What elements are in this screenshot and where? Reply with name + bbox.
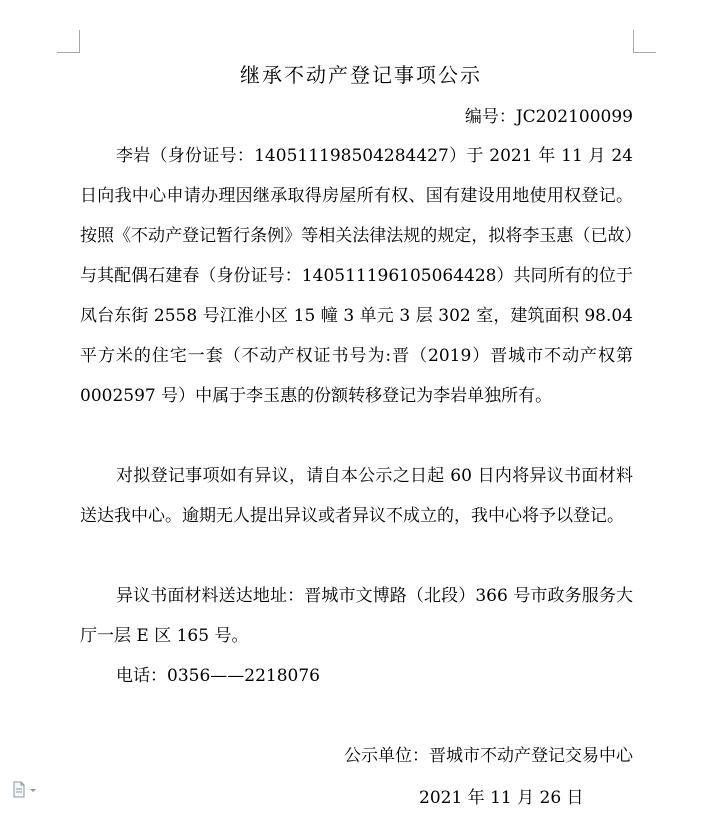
clipboard-doc-icon[interactable] [12, 781, 38, 799]
document-number: 编号：JC202100099 [464, 107, 633, 127]
paragraph-address: 异议书面材料送达地址：晋城市文博路（北段）366 号市政务服务大厅一层 E 区 165 号。 [80, 586, 633, 646]
paragraph-objection: 对拟登记事项如有异议，请自本公示之日起 60 日内将异议书面材料送达我中心。逾期无人提出异议或者异议不成立的，我中心将予以登记。 [80, 466, 633, 526]
paragraph-application: 李岩（身份证号：140511198504284427）于 2021 年 11 月 24 日向我中心申请办理因继承取得房屋所有权、国有建设用地使用权登记。按照《不动产登记暂行条例》等相关法律法规的规定，拟将李玉惠（已故）与其配偶石建春（身份证号：140511196105064428）共同所有的位于凤台东街 2558 号江淮小区 15 幢 3 单元 3 层 302 室，建筑面积 98.04 平方米的住宅一套（不动产权证书号为:晋（2019）晋城市不动产权第 0002597 号）中属于李玉惠的份额转移登记为李岩单独所有。 [80, 146, 633, 406]
paragraph-phone: 电话：0356——2218076 [116, 666, 320, 686]
page-corner-mark-top-left [57, 30, 80, 53]
signatory: 公示单位：晋城市不动产登记交易中心 [344, 746, 633, 766]
document-date: 2021 年 11 月 26 日 [419, 788, 584, 808]
document-title: 继承不动产登记事项公示 [240, 63, 482, 87]
page-corner-mark-top-right [633, 30, 656, 53]
